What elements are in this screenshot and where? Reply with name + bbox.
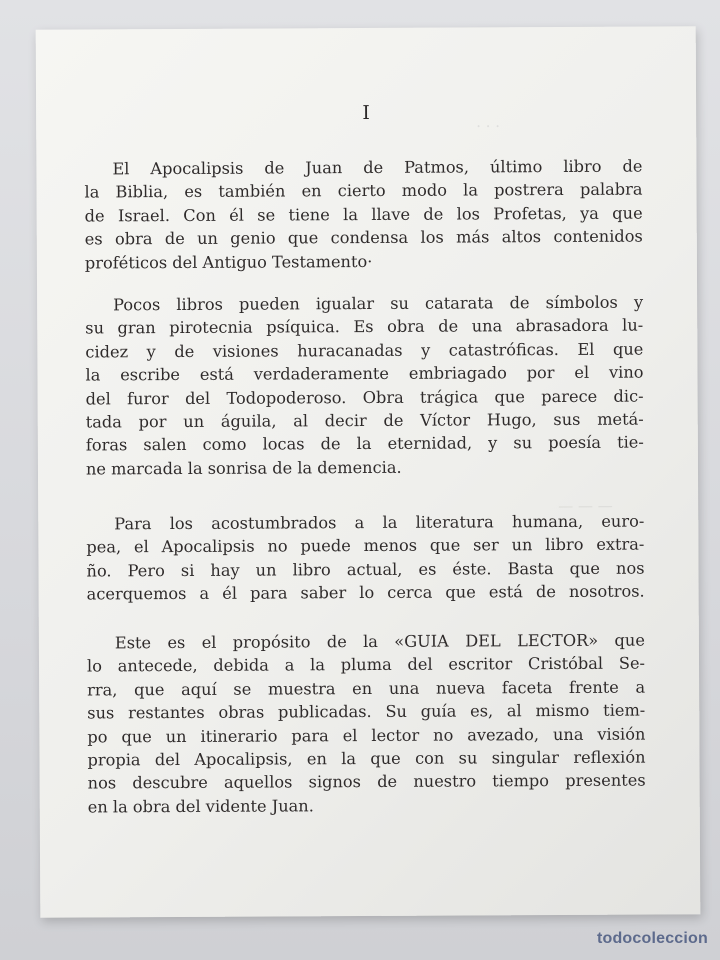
text-line: po que un itinerario para el lector no avezado, una visión xyxy=(87,724,646,747)
text-line: de Israel. Con él se tiene la llave de los Profetas, ya que xyxy=(84,203,643,226)
show-through-text: — — — xyxy=(558,496,613,516)
text-line: acerquemos a él para saber lo cerca que está de nosotros. xyxy=(86,581,645,604)
text-line: su gran pirotecnia psíquica. Es obra de una abrasadora lu- xyxy=(85,315,644,338)
text-line: Este es el propósito de la «GUIA DEL LECTOR» que xyxy=(114,630,645,653)
text-line: tada por un águila, al decir de Víctor Hugo, sus metá- xyxy=(85,409,644,432)
text-line: nos descubre aquellos signos de nuestro tiempo presentes xyxy=(87,770,646,793)
paragraph-1 xyxy=(84,155,643,275)
text-line: cidez y de visiones huracanadas y catastróficas. El que xyxy=(85,339,644,362)
text-line: proféticos del Antiguo Testamento· xyxy=(84,251,373,273)
paragraph-3 xyxy=(86,510,644,607)
text-line: sus restantes obras publicadas. Su guía es, al mismo tiem- xyxy=(87,700,646,723)
text-line: ne marcada la sonrisa de la demencia. xyxy=(85,457,402,479)
text-line: rra, que aquí se muestra en una nueva faceta frente a xyxy=(87,677,646,700)
paragraph-2 xyxy=(85,291,644,481)
text-line: del furor del Todopoderoso. Obra trágica que parece dic- xyxy=(85,386,644,409)
text-line: Para los acostumbrados a la literatura humana, euro- xyxy=(114,511,645,534)
text-line: Pocos libros pueden igualar su catarata de símbolos y xyxy=(113,292,644,315)
text-line: la escribe está verdaderamente embriagado por el vino xyxy=(85,362,644,385)
text-line: propia del Apocalipsis, en la que con su singular reflexión xyxy=(87,747,646,770)
text-line: pea, el Apocalipsis no puede menos que ser un libro extra- xyxy=(86,534,645,557)
watermark-logo: todocoleccion xyxy=(596,930,708,947)
text-line: la Biblia, es también en cierto modo la postrera palabra xyxy=(84,179,643,202)
text-line: foras salen como locas de la eternidad, y su poesía tie- xyxy=(85,432,644,455)
text-line: es obra de un genio que condensa los más altos contenidos xyxy=(84,226,643,249)
printed-page xyxy=(36,26,701,917)
chapter-number: I xyxy=(362,101,370,125)
text-line: ño. Pero si hay un libro actual, es éste. Basta que nos xyxy=(86,558,645,581)
text-line: en la obra del vidente Juan. xyxy=(87,796,314,817)
show-through-text: · · · xyxy=(476,117,501,136)
text-line: lo antecede, debida a la pluma del escritor Cristóbal Se- xyxy=(86,653,646,676)
text-line: El Apocalipsis de Juan de Patmos, último libro de xyxy=(112,156,643,179)
paragraph-4 xyxy=(87,629,646,819)
